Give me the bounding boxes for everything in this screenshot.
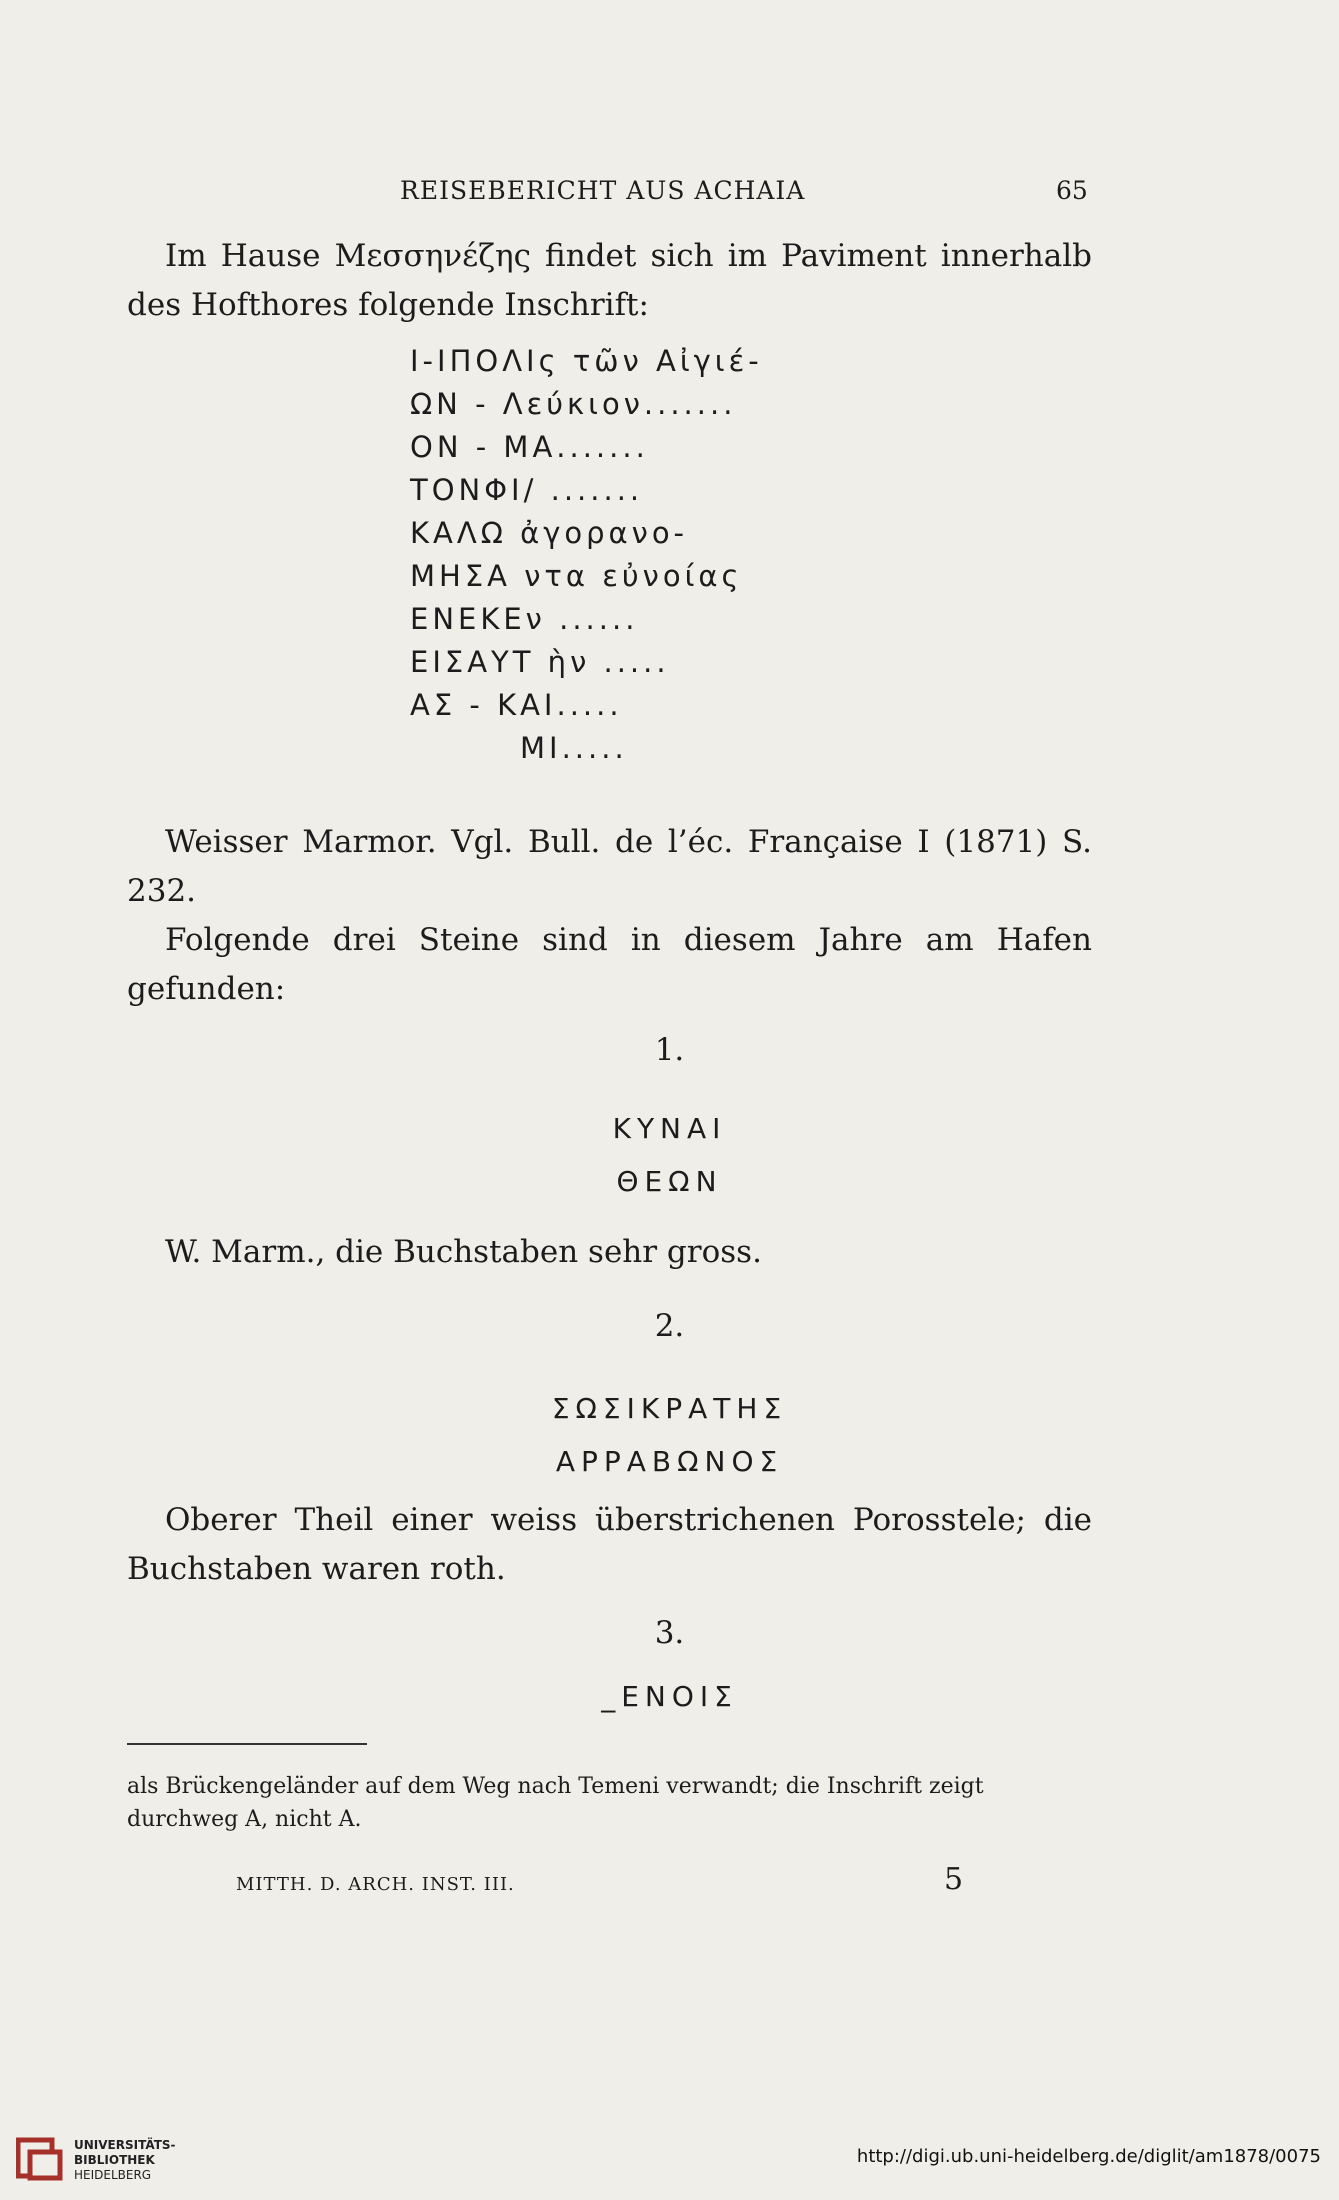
library-name-line: BIBLIOTHEK — [74, 2153, 155, 2167]
intro-paragraph: Im Hause Μεσσηνέζης findet sich im Paviment innerhalb des Hofthores folgende Inschrift: — [127, 238, 1092, 323]
stone-3-line: _ΕΝΟΙΣ — [601, 1680, 738, 1713]
library-logo-icon — [16, 2134, 64, 2182]
inscription-line: ΜΙ..... — [520, 731, 628, 765]
stone-2-line: ΣΩΣΙΚΡΑΤΗΣ — [551, 1392, 788, 1425]
page-number: 65 — [1056, 176, 1088, 205]
library-name — [74, 2138, 176, 2183]
inscription-line: ΑΣ - ΚΑΙ..... — [410, 688, 623, 722]
inscription-line: ΤΟΝΦΙ/ ....... — [410, 473, 644, 507]
stone-1-number: 1. — [654, 1032, 685, 1068]
stone-2-number: 2. — [654, 1308, 685, 1344]
page-header — [0, 176, 1339, 216]
source-url[interactable]: http://digi.ub.uni-heidelberg.de/diglit/am1878/0075 — [856, 2146, 1321, 2167]
inscription-line: ΩΝ - Λεύκιον....... — [410, 387, 737, 421]
inscription-line: Ι-ΙΠΟΛΙς τῶν Αἰγιέ- — [410, 344, 763, 378]
signature-line: MITTH. D. ARCH. INST. III. — [236, 1874, 515, 1895]
stone-1-line: ΘΕΩΝ — [616, 1165, 723, 1198]
body-intro — [127, 232, 1092, 330]
library-name-line: UNIVERSITÄTS- — [74, 2138, 176, 2152]
library-name-line: HEIDELBERG — [74, 2168, 152, 2182]
body-notes — [127, 818, 1092, 1014]
inscription-line: ΟΝ - ΜΑ....... — [410, 430, 649, 464]
inscription-line: ΕΝΕΚΕν ...... — [410, 602, 639, 636]
inscription-block — [410, 340, 763, 770]
stones-intro: Folgende drei Steine sind in diesem Jahre am Hafen gefunden: — [127, 922, 1092, 1007]
stone-1-line: ΚΥΝΑΙ — [612, 1112, 727, 1145]
stone-1-note-block — [127, 1228, 1092, 1277]
stone-2-note-block — [127, 1496, 1092, 1594]
inscription-line: ΕΙΣΑΥΤ ὴν ..... — [410, 645, 670, 679]
signature-number: 5 — [944, 1862, 964, 1897]
inscription-line: ΜΗΣΑ ντα εὐνοίας — [410, 559, 743, 593]
library-logo — [16, 2134, 176, 2190]
stone-3-number: 3. — [654, 1615, 685, 1651]
stone-1-note: W. Marm., die Buchstaben sehr gross. — [165, 1234, 762, 1270]
stone-2-line: ΑΡΡΑΒΩΝΟΣ — [555, 1445, 784, 1478]
footnote: als Brückengeländer auf dem Weg nach Temeni verwandt; die Inschrift zeigt durchweg Α, nicht A. — [127, 1774, 984, 1832]
inscription-line: ΚΑΛΩ ἀγορανο- — [410, 516, 689, 550]
stone-2-note: Oberer Theil einer weiss überstrichenen Porosstele; die Buchstaben waren roth. — [127, 1502, 1092, 1587]
footnote-rule — [127, 1743, 367, 1745]
marble-note: Weisser Marmor. Vgl. Bull. de l’éc. Française I (1871) S. 232. — [127, 824, 1092, 909]
running-title: REISEBERICHT AUS ACHAIA — [400, 176, 806, 205]
